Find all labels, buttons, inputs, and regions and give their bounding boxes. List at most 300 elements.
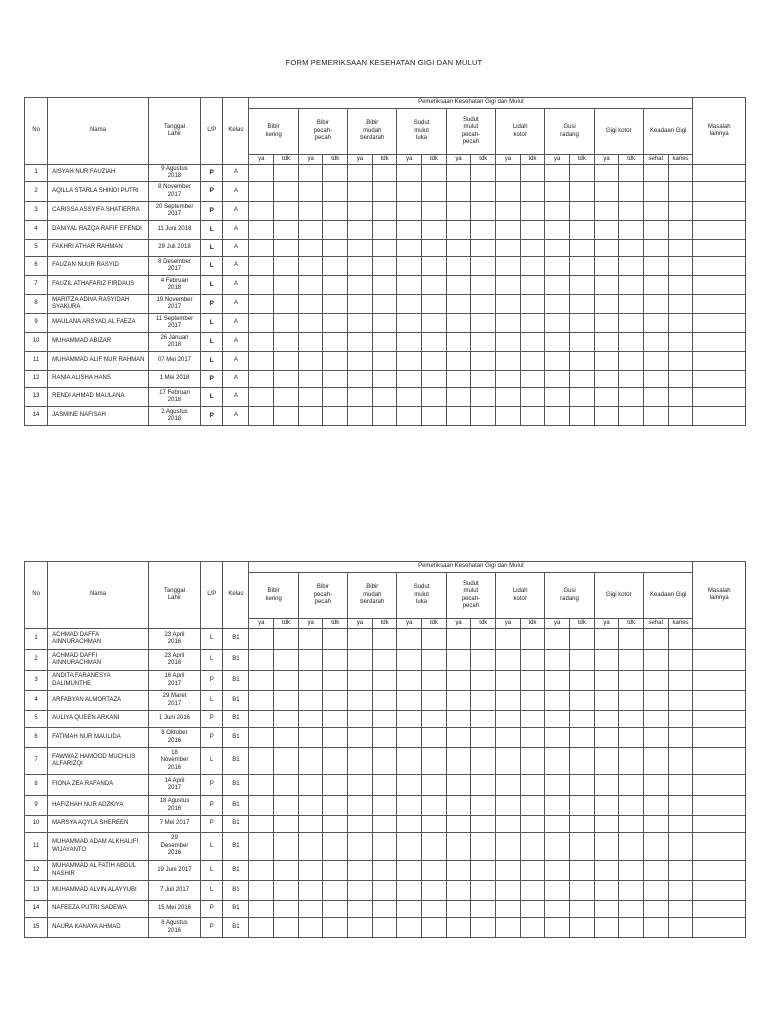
check-cell[interactable] [496,276,521,295]
check-cell[interactable] [446,711,471,728]
check-cell[interactable] [298,333,323,352]
check-cell[interactable] [348,314,373,333]
check-cell[interactable] [619,240,644,257]
check-cell[interactable] [693,352,746,371]
check-cell[interactable] [496,352,521,371]
check-cell[interactable] [274,165,299,182]
check-cell[interactable] [668,371,693,388]
check-cell[interactable] [570,816,595,833]
check-cell[interactable] [323,240,348,257]
check-cell[interactable] [471,221,496,240]
check-cell[interactable] [570,257,595,276]
check-cell[interactable] [668,182,693,202]
check-cell[interactable] [298,276,323,295]
check-cell[interactable] [249,833,274,861]
check-cell[interactable] [570,881,595,901]
check-cell[interactable] [668,833,693,861]
check-cell[interactable] [643,728,668,748]
check-cell[interactable] [274,295,299,314]
check-cell[interactable] [545,748,570,775]
check-cell[interactable] [274,650,299,671]
check-cell[interactable] [496,202,521,221]
check-cell[interactable] [348,671,373,691]
check-cell[interactable] [372,728,397,748]
check-cell[interactable] [520,407,545,426]
check-cell[interactable] [594,276,619,295]
check-cell[interactable] [471,352,496,371]
check-cell[interactable] [520,775,545,796]
check-cell[interactable] [545,221,570,240]
check-cell[interactable] [668,629,693,650]
check-cell[interactable] [594,796,619,816]
check-cell[interactable] [668,388,693,407]
check-cell[interactable] [545,728,570,748]
check-cell[interactable] [570,202,595,221]
check-cell[interactable] [372,816,397,833]
check-cell[interactable] [643,861,668,881]
check-cell[interactable] [693,182,746,202]
check-cell[interactable] [594,650,619,671]
check-cell[interactable] [619,796,644,816]
check-cell[interactable] [446,333,471,352]
check-cell[interactable] [348,861,373,881]
check-cell[interactable] [446,165,471,182]
check-cell[interactable] [323,775,348,796]
check-cell[interactable] [693,407,746,426]
check-cell[interactable] [594,333,619,352]
check-cell[interactable] [446,918,471,938]
check-cell[interactable] [249,775,274,796]
check-cell[interactable] [471,711,496,728]
check-cell[interactable] [693,388,746,407]
check-cell[interactable] [496,388,521,407]
check-cell[interactable] [298,371,323,388]
check-cell[interactable] [348,650,373,671]
check-cell[interactable] [298,257,323,276]
check-cell[interactable] [496,671,521,691]
check-cell[interactable] [570,629,595,650]
check-cell[interactable] [397,257,422,276]
check-cell[interactable] [643,388,668,407]
check-cell[interactable] [249,182,274,202]
check-cell[interactable] [397,861,422,881]
check-cell[interactable] [693,240,746,257]
check-cell[interactable] [422,691,447,711]
check-cell[interactable] [545,388,570,407]
check-cell[interactable] [545,691,570,711]
check-cell[interactable] [323,202,348,221]
check-cell[interactable] [643,881,668,901]
check-cell[interactable] [496,629,521,650]
check-cell[interactable] [397,918,422,938]
check-cell[interactable] [693,221,746,240]
check-cell[interactable] [693,901,746,918]
check-cell[interactable] [397,314,422,333]
check-cell[interactable] [643,833,668,861]
check-cell[interactable] [274,352,299,371]
check-cell[interactable] [693,165,746,182]
check-cell[interactable] [545,202,570,221]
check-cell[interactable] [348,728,373,748]
check-cell[interactable] [545,881,570,901]
check-cell[interactable] [274,221,299,240]
check-cell[interactable] [323,748,348,775]
check-cell[interactable] [668,295,693,314]
check-cell[interactable] [446,276,471,295]
check-cell[interactable] [496,257,521,276]
check-cell[interactable] [619,671,644,691]
check-cell[interactable] [693,314,746,333]
check-cell[interactable] [496,881,521,901]
check-cell[interactable] [520,182,545,202]
check-cell[interactable] [520,314,545,333]
check-cell[interactable] [520,816,545,833]
check-cell[interactable] [249,650,274,671]
check-cell[interactable] [372,257,397,276]
check-cell[interactable] [397,276,422,295]
check-cell[interactable] [298,629,323,650]
check-cell[interactable] [594,371,619,388]
check-cell[interactable] [372,221,397,240]
check-cell[interactable] [397,221,422,240]
check-cell[interactable] [594,202,619,221]
check-cell[interactable] [520,165,545,182]
check-cell[interactable] [570,650,595,671]
check-cell[interactable] [422,240,447,257]
check-cell[interactable] [298,314,323,333]
check-cell[interactable] [274,333,299,352]
check-cell[interactable] [570,388,595,407]
check-cell[interactable] [298,728,323,748]
check-cell[interactable] [422,728,447,748]
check-cell[interactable] [397,748,422,775]
check-cell[interactable] [619,388,644,407]
check-cell[interactable] [422,775,447,796]
check-cell[interactable] [643,221,668,240]
check-cell[interactable] [323,165,348,182]
check-cell[interactable] [619,352,644,371]
check-cell[interactable] [446,371,471,388]
check-cell[interactable] [619,918,644,938]
check-cell[interactable] [619,333,644,352]
check-cell[interactable] [693,202,746,221]
check-cell[interactable] [545,861,570,881]
check-cell[interactable] [422,295,447,314]
check-cell[interactable] [397,728,422,748]
check-cell[interactable] [693,775,746,796]
check-cell[interactable] [446,691,471,711]
check-cell[interactable] [372,629,397,650]
check-cell[interactable] [348,295,373,314]
check-cell[interactable] [348,833,373,861]
check-cell[interactable] [323,650,348,671]
check-cell[interactable] [545,257,570,276]
check-cell[interactable] [520,240,545,257]
check-cell[interactable] [693,918,746,938]
check-cell[interactable] [594,711,619,728]
check-cell[interactable] [298,691,323,711]
check-cell[interactable] [643,202,668,221]
check-cell[interactable] [496,711,521,728]
check-cell[interactable] [520,833,545,861]
check-cell[interactable] [422,221,447,240]
check-cell[interactable] [520,629,545,650]
check-cell[interactable] [249,221,274,240]
check-cell[interactable] [372,202,397,221]
check-cell[interactable] [422,629,447,650]
check-cell[interactable] [471,165,496,182]
check-cell[interactable] [446,314,471,333]
check-cell[interactable] [323,629,348,650]
check-cell[interactable] [619,182,644,202]
check-cell[interactable] [397,691,422,711]
check-cell[interactable] [570,240,595,257]
check-cell[interactable] [668,671,693,691]
check-cell[interactable] [643,796,668,816]
check-cell[interactable] [520,371,545,388]
check-cell[interactable] [323,257,348,276]
check-cell[interactable] [397,629,422,650]
check-cell[interactable] [496,650,521,671]
check-cell[interactable] [471,333,496,352]
check-cell[interactable] [545,650,570,671]
check-cell[interactable] [249,918,274,938]
check-cell[interactable] [446,202,471,221]
check-cell[interactable] [348,711,373,728]
check-cell[interactable] [348,796,373,816]
check-cell[interactable] [570,295,595,314]
check-cell[interactable] [422,901,447,918]
check-cell[interactable] [397,407,422,426]
check-cell[interactable] [372,901,397,918]
check-cell[interactable] [693,629,746,650]
check-cell[interactable] [348,202,373,221]
check-cell[interactable] [594,257,619,276]
check-cell[interactable] [643,333,668,352]
check-cell[interactable] [619,691,644,711]
check-cell[interactable] [372,295,397,314]
check-cell[interactable] [496,165,521,182]
check-cell[interactable] [619,165,644,182]
check-cell[interactable] [397,775,422,796]
check-cell[interactable] [274,182,299,202]
check-cell[interactable] [422,407,447,426]
check-cell[interactable] [446,257,471,276]
check-cell[interactable] [693,861,746,881]
check-cell[interactable] [446,775,471,796]
check-cell[interactable] [570,901,595,918]
check-cell[interactable] [668,796,693,816]
check-cell[interactable] [594,775,619,796]
check-cell[interactable] [496,240,521,257]
check-cell[interactable] [249,371,274,388]
check-cell[interactable] [249,671,274,691]
check-cell[interactable] [594,881,619,901]
check-cell[interactable] [619,371,644,388]
check-cell[interactable] [323,881,348,901]
check-cell[interactable] [668,165,693,182]
check-cell[interactable] [471,407,496,426]
check-cell[interactable] [520,388,545,407]
check-cell[interactable] [397,816,422,833]
check-cell[interactable] [298,861,323,881]
check-cell[interactable] [372,691,397,711]
check-cell[interactable] [520,276,545,295]
check-cell[interactable] [643,901,668,918]
check-cell[interactable] [520,796,545,816]
check-cell[interactable] [249,881,274,901]
check-cell[interactable] [520,352,545,371]
check-cell[interactable] [446,833,471,861]
check-cell[interactable] [545,276,570,295]
check-cell[interactable] [446,240,471,257]
check-cell[interactable] [693,796,746,816]
check-cell[interactable] [298,711,323,728]
check-cell[interactable] [249,257,274,276]
check-cell[interactable] [372,182,397,202]
check-cell[interactable] [619,202,644,221]
check-cell[interactable] [545,165,570,182]
check-cell[interactable] [372,833,397,861]
check-cell[interactable] [643,629,668,650]
check-cell[interactable] [570,691,595,711]
check-cell[interactable] [471,796,496,816]
check-cell[interactable] [274,202,299,221]
check-cell[interactable] [298,775,323,796]
check-cell[interactable] [668,333,693,352]
check-cell[interactable] [348,775,373,796]
check-cell[interactable] [348,371,373,388]
check-cell[interactable] [397,881,422,901]
check-cell[interactable] [471,748,496,775]
check-cell[interactable] [594,629,619,650]
check-cell[interactable] [520,711,545,728]
check-cell[interactable] [422,276,447,295]
check-cell[interactable] [422,371,447,388]
check-cell[interactable] [348,816,373,833]
check-cell[interactable] [594,901,619,918]
check-cell[interactable] [594,221,619,240]
check-cell[interactable] [323,691,348,711]
check-cell[interactable] [693,276,746,295]
check-cell[interactable] [570,671,595,691]
check-cell[interactable] [372,671,397,691]
check-cell[interactable] [372,165,397,182]
check-cell[interactable] [348,240,373,257]
check-cell[interactable] [249,901,274,918]
check-cell[interactable] [348,182,373,202]
check-cell[interactable] [520,918,545,938]
check-cell[interactable] [446,816,471,833]
check-cell[interactable] [496,833,521,861]
check-cell[interactable] [471,861,496,881]
check-cell[interactable] [619,816,644,833]
check-cell[interactable] [397,671,422,691]
check-cell[interactable] [471,240,496,257]
check-cell[interactable] [422,748,447,775]
check-cell[interactable] [298,182,323,202]
check-cell[interactable] [298,221,323,240]
check-cell[interactable] [594,165,619,182]
check-cell[interactable] [496,918,521,938]
check-cell[interactable] [570,711,595,728]
check-cell[interactable] [372,918,397,938]
check-cell[interactable] [643,295,668,314]
check-cell[interactable] [422,202,447,221]
check-cell[interactable] [570,796,595,816]
check-cell[interactable] [249,333,274,352]
check-cell[interactable] [496,295,521,314]
check-cell[interactable] [643,257,668,276]
check-cell[interactable] [274,775,299,796]
check-cell[interactable] [643,650,668,671]
check-cell[interactable] [372,276,397,295]
check-cell[interactable] [693,371,746,388]
check-cell[interactable] [397,295,422,314]
check-cell[interactable] [372,861,397,881]
check-cell[interactable] [619,861,644,881]
check-cell[interactable] [446,407,471,426]
check-cell[interactable] [693,691,746,711]
check-cell[interactable] [619,407,644,426]
check-cell[interactable] [397,202,422,221]
check-cell[interactable] [619,295,644,314]
check-cell[interactable] [471,182,496,202]
check-cell[interactable] [668,881,693,901]
check-cell[interactable] [496,748,521,775]
check-cell[interactable] [249,629,274,650]
check-cell[interactable] [249,240,274,257]
check-cell[interactable] [643,371,668,388]
check-cell[interactable] [594,295,619,314]
check-cell[interactable] [446,221,471,240]
check-cell[interactable] [471,371,496,388]
check-cell[interactable] [323,728,348,748]
check-cell[interactable] [274,407,299,426]
check-cell[interactable] [496,901,521,918]
check-cell[interactable] [249,407,274,426]
check-cell[interactable] [619,881,644,901]
check-cell[interactable] [570,221,595,240]
check-cell[interactable] [397,352,422,371]
check-cell[interactable] [249,202,274,221]
check-cell[interactable] [594,182,619,202]
check-cell[interactable] [446,352,471,371]
check-cell[interactable] [298,202,323,221]
check-cell[interactable] [570,165,595,182]
check-cell[interactable] [249,748,274,775]
check-cell[interactable] [323,407,348,426]
check-cell[interactable] [693,671,746,691]
check-cell[interactable] [594,388,619,407]
check-cell[interactable] [594,407,619,426]
check-cell[interactable] [520,671,545,691]
check-cell[interactable] [471,295,496,314]
check-cell[interactable] [274,748,299,775]
check-cell[interactable] [570,728,595,748]
check-cell[interactable] [372,796,397,816]
check-cell[interactable] [668,691,693,711]
check-cell[interactable] [520,650,545,671]
check-cell[interactable] [496,221,521,240]
check-cell[interactable] [570,861,595,881]
check-cell[interactable] [274,629,299,650]
check-cell[interactable] [619,257,644,276]
check-cell[interactable] [298,816,323,833]
check-cell[interactable] [348,901,373,918]
check-cell[interactable] [643,182,668,202]
check-cell[interactable] [643,691,668,711]
